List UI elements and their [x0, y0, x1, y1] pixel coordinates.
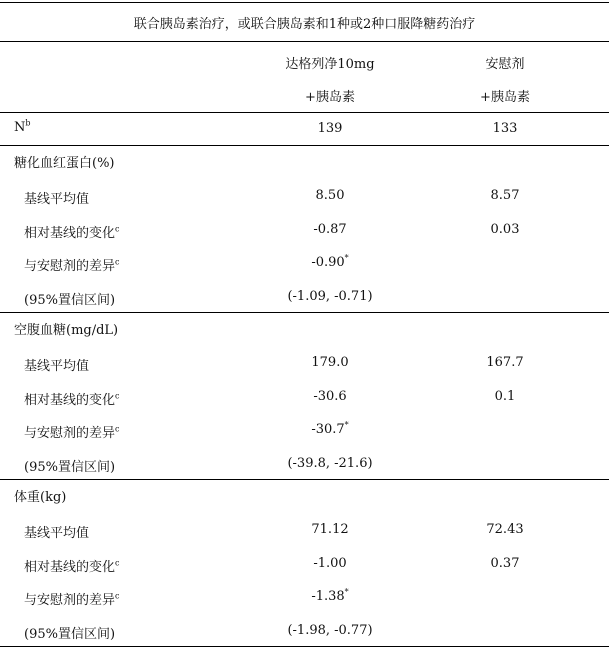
significance-marker: *	[344, 420, 349, 430]
drug-column-header-line2: +胰岛素	[305, 90, 355, 105]
table-cell-drug	[250, 255, 410, 270]
table-row-label	[24, 222, 120, 241]
cell-value: 179.0	[311, 355, 349, 370]
section-title: 空腹血糖(mg/dL)	[14, 323, 119, 338]
table-cell-drug	[250, 422, 410, 437]
cell-value: 8.50	[315, 188, 345, 203]
table-cell-placebo: 0.03	[490, 222, 520, 237]
section-divider	[0, 646, 609, 647]
table-cell-drug	[250, 222, 410, 237]
cell-value: -0.90	[311, 255, 345, 270]
drug-column-header-line1: 达格列净10mg	[285, 57, 375, 72]
section-divider	[0, 479, 609, 480]
significance-marker: *	[344, 587, 349, 597]
table-cell-drug	[250, 355, 410, 370]
cell-value: (-39.8, -21.6)	[287, 456, 373, 471]
row-label-text: (95%置信区间)	[24, 293, 116, 308]
table-row-label	[24, 456, 115, 475]
row-label-text: (95%置信区间)	[24, 460, 116, 475]
n-label-footnote: b	[25, 118, 31, 128]
table-cell-drug	[250, 188, 410, 203]
placebo-column-header-line2: +胰岛素	[480, 90, 530, 105]
row-label-footnote: c	[115, 424, 120, 434]
n-row-divider	[0, 145, 609, 146]
section-title: 体重(kg)	[14, 490, 67, 505]
row-label-text: 相对基线的变化	[24, 226, 116, 241]
row-label-text: 相对基线的变化	[24, 560, 116, 575]
cell-value: -1.38	[311, 589, 345, 604]
table-row-label	[24, 188, 89, 207]
table-row-label	[24, 556, 120, 575]
table-cell-drug	[250, 623, 410, 638]
row-label-text: 与安慰剂的差异	[24, 426, 116, 441]
row-label-text: 与安慰剂的差异	[24, 259, 116, 274]
table-cell-placebo: 0.1	[494, 389, 516, 404]
significance-marker: *	[344, 253, 349, 263]
cell-value: (-1.09, -0.71)	[287, 289, 373, 304]
table-cell-drug	[250, 522, 410, 537]
table-cell-placebo: 8.57	[490, 188, 520, 203]
table-caption: 联合胰岛素治疗，或联合胰岛素和1种或2种口服降糖药治疗	[133, 17, 476, 32]
n-row-drug: 139	[317, 121, 343, 136]
row-label-text: 基线平均值	[24, 526, 90, 541]
table-row-label	[24, 623, 115, 642]
table-cell-placebo: 167.7	[486, 355, 524, 370]
cell-value: -30.7	[311, 422, 345, 437]
table-cell-drug	[250, 589, 410, 604]
cell-value: -0.87	[313, 222, 347, 237]
section-title: 糖化血红蛋白(%)	[14, 156, 115, 171]
row-label-text: 基线平均值	[24, 192, 90, 207]
row-label-footnote: c	[115, 391, 120, 401]
section-divider	[0, 312, 609, 313]
n-row-placebo: 133	[492, 121, 518, 136]
row-label-text: 相对基线的变化	[24, 393, 116, 408]
cell-value: 71.12	[311, 522, 349, 537]
table-cell-placebo: 0.37	[490, 556, 520, 571]
cell-value: (-1.98, -0.77)	[287, 623, 373, 638]
table-cell-placebo: 72.43	[486, 522, 524, 537]
table-row-label	[24, 522, 89, 541]
top-border	[0, 2, 609, 3]
placebo-column-header-line1: 安慰剂	[485, 57, 525, 72]
row-label-footnote: c	[115, 257, 120, 267]
table-row-label	[24, 589, 120, 608]
row-label-footnote: c	[115, 224, 120, 234]
table-row-label	[24, 389, 120, 408]
row-label-footnote: c	[115, 591, 120, 601]
table-cell-drug	[250, 556, 410, 571]
table-row-label	[24, 255, 120, 274]
row-label-text: (95%置信区间)	[24, 627, 116, 642]
table-row-label	[24, 289, 115, 308]
cell-value: -30.6	[313, 389, 347, 404]
table-cell-drug	[250, 456, 410, 471]
table-cell-drug	[250, 289, 410, 304]
cell-value: -1.00	[313, 556, 347, 571]
n-row-label	[14, 120, 31, 135]
caption-divider	[0, 41, 609, 42]
header-divider	[0, 112, 609, 113]
row-label-text: 基线平均值	[24, 359, 90, 374]
table-row-label	[24, 355, 89, 374]
table-row-label	[24, 422, 120, 441]
n-label-text: N	[14, 120, 26, 135]
row-label-text: 与安慰剂的差异	[24, 593, 116, 608]
row-label-footnote: c	[115, 558, 120, 568]
table-cell-drug	[250, 389, 410, 404]
